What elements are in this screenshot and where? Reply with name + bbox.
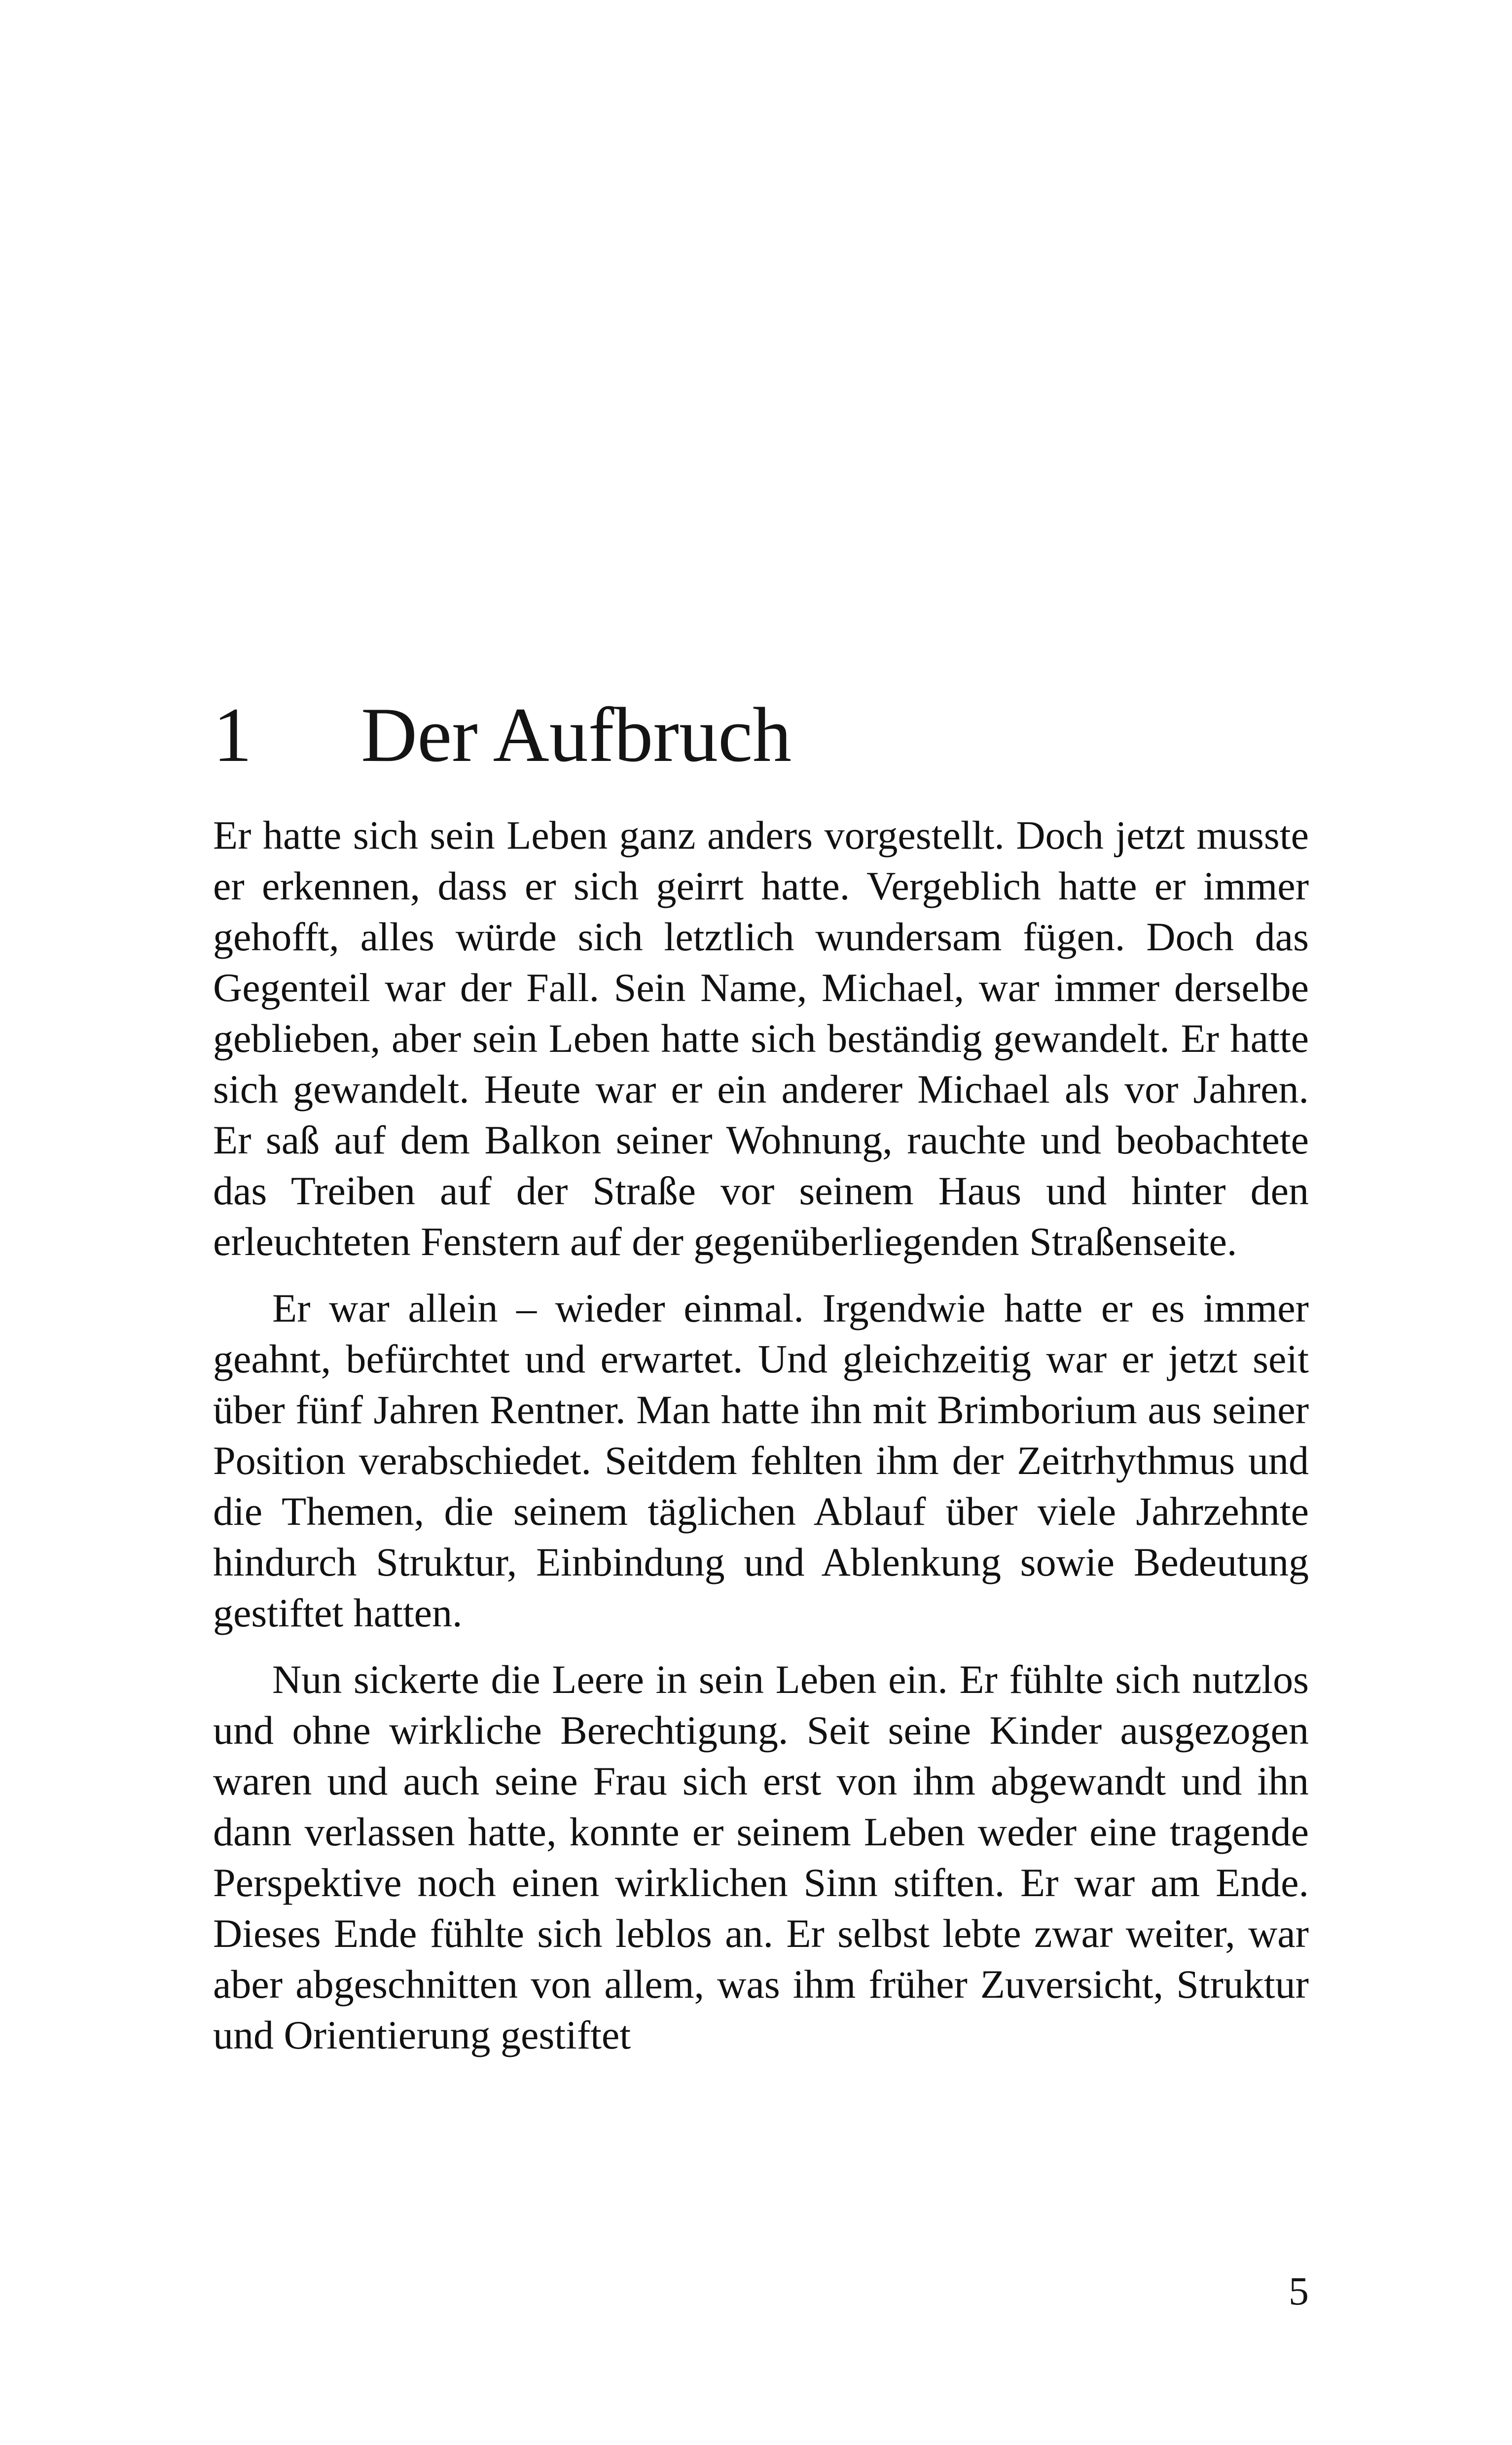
paragraph-2: Er war allein – wieder einmal. Irgendwie hatte er es immer geahnt, befürchtet und erwartet. Und gleichzeitig war er jetzt seit über fünf Jahren Rentner. Man hatte ihn mit Brimborium aus seiner Position verabschiedet. Seitdem fehlten ihm der Zeitrhythmus und die Themen, die seinem täglichen Ablauf über viele Jahrzehnte hindurch Struktur, Einbindung und Ablenkung sowie Bedeutung gestiftet hatten. <box>213 1286 1309 1635</box>
paragraph-3: Nun sickerte die Leere in sein Leben ein. Er fühlte sich nutzlos und ohne wirkliche Berechtigung. Seit seine Kinder ausgezogen waren und auch seine Frau sich erst von ihm abgewandt und ihn dann verlassen hatte, konnte er seinem Leben weder eine tragende Perspektive noch einen wirklichen Sinn stiften. Er war am Ende. Dieses Ende fühlte sich leblos an. Er selbst lebte zwar weiter, war aber abgeschnitten von allem, was ihm früher Zuversicht, Struktur und Orientierung gestiftet <box>213 1657 1309 2057</box>
page-number: 5 <box>1289 2268 1309 2313</box>
chapter-heading <box>213 688 792 782</box>
paragraph-1: Er hatte sich sein Leben ganz anders vorgestellt. Doch jetzt musste er erkennen, dass er sich geirrt hatte. Vergeblich hatte er immer gehofft, alles würde sich letztlich wundersam fügen. Doch das Gegenteil war der Fall. Sein Name, Michael, war immer derselbe geblieben, aber sein Leben hatte sich beständig gewandelt. Er hatte sich gewandelt. Heute war er ein anderer Michael als vor Jahren. Er saß auf dem Balkon seiner Wohnung, rauchte und beobachtete das Treiben auf der Straße vor seinem Haus und hinter den erleuchteten Fenstern auf der gegenüberliegenden Straßenseite. <box>213 813 1309 1264</box>
chapter-body <box>213 810 1309 2076</box>
chapter-title: Der Aufbruch <box>361 691 792 778</box>
chapter-number: 1 <box>213 691 252 778</box>
